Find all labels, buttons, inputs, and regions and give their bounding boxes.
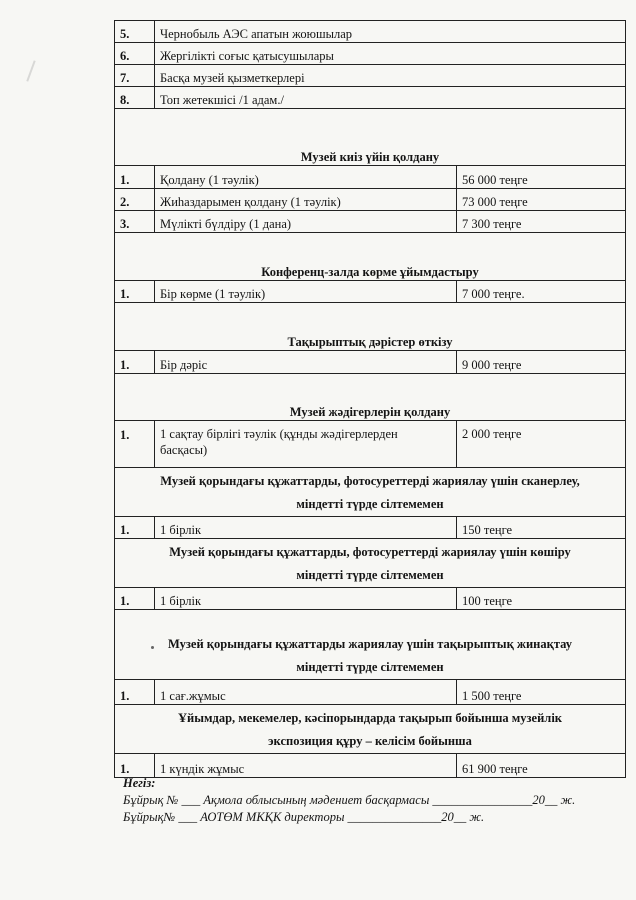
row-label: Чернобыль АЭС апатын жоюшылар [155, 21, 626, 43]
row-label: Топ жетекшісі /1 адам./ [155, 87, 626, 109]
section-header-row [115, 468, 626, 517]
section-header-row [115, 705, 626, 754]
price-table [114, 20, 626, 778]
row-number: 5. [115, 21, 155, 43]
section-title: Музей киіз үйін қолдану [115, 109, 626, 166]
row-number: 1. [115, 421, 155, 468]
row-label: 1 сағ.жұмыс [155, 680, 457, 705]
table-row [115, 189, 626, 211]
table-row [115, 754, 626, 778]
table-row [115, 680, 626, 705]
row-label-line: басқасы) [160, 443, 208, 457]
row-price: 7 300 теңге [457, 211, 626, 233]
section-title-line: міндетті түрде сілтемемен [296, 497, 444, 511]
row-number: 3. [115, 211, 155, 233]
section-header-row [115, 374, 626, 421]
row-number: 1. [115, 680, 155, 705]
row-number: 1. [115, 754, 155, 778]
section-title: Конференц-залда көрме ұйымдастыру [115, 233, 626, 281]
row-price: 2 000 теңге [457, 421, 626, 468]
row-label [155, 421, 457, 468]
section-header-row [115, 109, 626, 166]
section-title-line: міндетті түрде сілтемемен [296, 660, 444, 674]
section-title-line: Ұйымдар, мекемелер, кәсіпорындарда тақырып бойынша музейлік [178, 711, 562, 725]
row-label: Жиһаздарымен қолдану (1 тәулік) [155, 189, 457, 211]
row-label: Бір дәріс [155, 351, 457, 374]
row-number: 2. [115, 189, 155, 211]
section-title-line: міндетті түрде сілтемемен [296, 568, 444, 582]
row-price: 56 000 теңге [457, 166, 626, 189]
section-title-line: Музей қорындағы құжаттарды жариялау үшін тақырыптық жинақтау [168, 637, 572, 651]
section-title-line: Музей қорындағы құжаттарды, фотосуреттерді жариялау үшін көшіру [169, 545, 571, 559]
row-number: 1. [115, 351, 155, 374]
row-number: 1. [115, 281, 155, 303]
row-number: 7. [115, 65, 155, 87]
row-number: 1. [115, 588, 155, 610]
table-row [115, 421, 626, 468]
row-price: 73 000 теңге [457, 189, 626, 211]
row-number: 1. [115, 166, 155, 189]
section-header-row [115, 233, 626, 281]
table-row [115, 65, 626, 87]
table-row [115, 281, 626, 303]
row-price: 9 000 теңге [457, 351, 626, 374]
table-row [115, 21, 626, 43]
row-number: 8. [115, 87, 155, 109]
row-label: Жергілікті соғыс қатысушылары [155, 43, 626, 65]
section-header-row [115, 610, 626, 680]
section-title [115, 705, 626, 754]
section-title [115, 610, 626, 680]
row-price: 100 теңге [457, 588, 626, 610]
row-price: 150 теңге [457, 517, 626, 539]
table-row [115, 588, 626, 610]
section-header-row [115, 303, 626, 351]
row-label: Мүлікті бүлдіру (1 дана) [155, 211, 457, 233]
order-line-2: Бұйрық№ ___ АОТӨМ МКҚК директоры _______________20__ ж. [123, 810, 485, 824]
row-price: 7 000 теңге. [457, 281, 626, 303]
section-title: Музей жәдігерлерін қолдану [115, 374, 626, 421]
section-title-line: Музей қорындағы құжаттарды, фотосуреттерді жариялау үшін сканерлеу, [160, 474, 580, 488]
row-price: 61 900 теңге [457, 754, 626, 778]
row-number: 6. [115, 43, 155, 65]
row-label: Басқа музей қызметкерлері [155, 65, 626, 87]
order-line-1: Бұйрық № ___ Ақмола облысының мәдениет басқармасы ________________20__ ж. [123, 793, 576, 807]
row-price: 1 500 теңге [457, 680, 626, 705]
document-footer [123, 775, 603, 826]
basis-label: Негіз: [123, 776, 156, 790]
row-label: Қолдану (1 тәулік) [155, 166, 457, 189]
scan-mark [26, 60, 35, 81]
row-label: 1 бірлік [155, 588, 457, 610]
row-label-line: 1 сақтау бірлігі тәулік (құнды жәдігерлерден [160, 427, 398, 441]
section-title-line: экспозиция құру – келісім бойынша [268, 734, 472, 748]
section-header-row [115, 539, 626, 588]
section-title [115, 539, 626, 588]
row-label: 1 бірлік [155, 517, 457, 539]
table-row [115, 166, 626, 189]
table-row [115, 211, 626, 233]
table-row [115, 43, 626, 65]
table-row [115, 87, 626, 109]
section-title: Тақырыптық дәрістер өткізу [115, 303, 626, 351]
row-label: Бір көрме (1 тәулік) [155, 281, 457, 303]
row-label: 1 күндік жұмыс [155, 754, 457, 778]
table-row [115, 351, 626, 374]
section-title [115, 468, 626, 517]
table-row [115, 517, 626, 539]
row-number: 1. [115, 517, 155, 539]
